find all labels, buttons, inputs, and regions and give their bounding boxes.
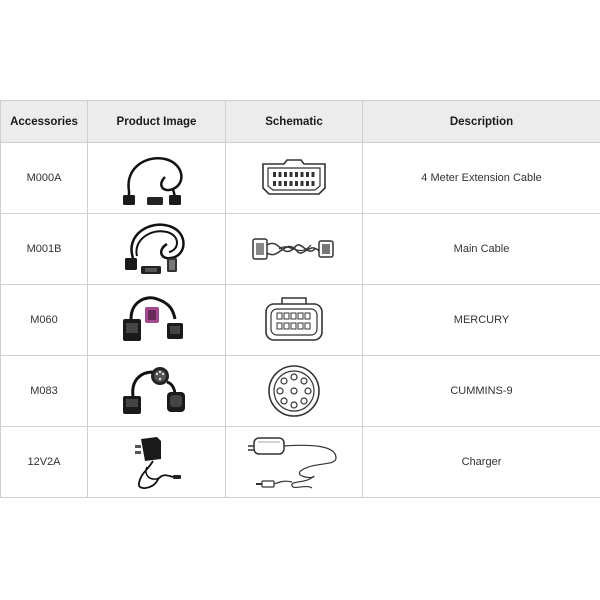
cable-coil-schematic [249, 231, 339, 267]
accessory-description: Main Cable [363, 214, 600, 285]
accessory-description: MERCURY [363, 285, 600, 356]
table-row [1, 214, 600, 285]
charger-photo [117, 431, 197, 493]
accessory-description: 4 Meter Extension Cable [363, 143, 600, 214]
main-cable-photo [117, 218, 197, 280]
table-row [1, 356, 600, 427]
table-row [1, 427, 600, 498]
accessories-table-container [0, 100, 600, 498]
schematic-cell [226, 427, 363, 498]
accessory-description: CUMMINS-9 [363, 356, 600, 427]
schematic-cell [226, 285, 363, 356]
product-image-cell [88, 143, 226, 214]
accessory-code: M060 [1, 285, 88, 356]
schematic-cell [226, 214, 363, 285]
product-image-cell [88, 356, 226, 427]
accessory-code: M083 [1, 356, 88, 427]
product-image-cell [88, 214, 226, 285]
charger-schematic [244, 432, 344, 492]
mercury-connector-schematic [262, 294, 326, 346]
table-row [1, 285, 600, 356]
accessory-code: M000A [1, 143, 88, 214]
product-image-cell [88, 285, 226, 356]
extension-cable-photo [117, 147, 197, 209]
schematic-cell [226, 143, 363, 214]
accessory-code: 12V2A [1, 427, 88, 498]
accessories-table [0, 100, 600, 498]
mercury-adapter-photo [117, 289, 197, 351]
table-row [1, 143, 600, 214]
header-accessories: Accessories [1, 101, 88, 143]
header-product-image: Product Image [88, 101, 226, 143]
header-schematic: Schematic [226, 101, 363, 143]
round-9pin-schematic [266, 363, 322, 419]
header-description: Description [363, 101, 600, 143]
schematic-cell [226, 356, 363, 427]
cummins-adapter-photo [117, 360, 197, 422]
obd-connector-schematic [259, 158, 329, 198]
table-header-row [1, 101, 600, 143]
accessory-code: M001B [1, 214, 88, 285]
accessory-description: Charger [363, 427, 600, 498]
product-image-cell [88, 427, 226, 498]
